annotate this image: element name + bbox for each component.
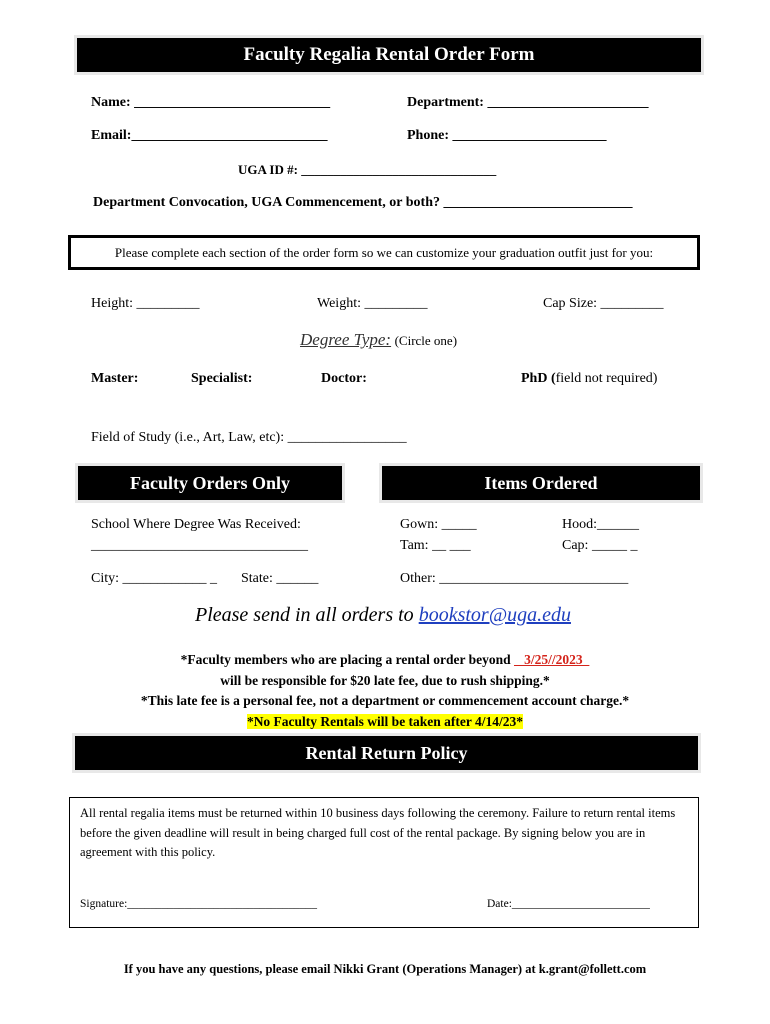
other-field[interactable]: Other: ___________________________ [400,571,629,586]
school-field[interactable]: _______________________________ [91,538,308,553]
phone-field[interactable]: Phone: ______________________ [407,128,607,143]
date-field[interactable]: Date:________________________ [487,898,650,910]
return-policy-box [69,797,699,928]
field-of-study[interactable]: Field of Study (i.e., Art, Law, etc): _________________ [91,430,407,445]
cap-size-field[interactable]: Cap Size: _________ [543,296,664,311]
faculty-orders-title: Faculty Orders Only [130,473,290,493]
signature-field[interactable]: Signature:_________________________________ [80,898,318,910]
late-fee-notice [60,650,710,732]
no-rentals-highlight: *No Faculty Rentals will be taken after 4/14/23* [246,713,524,729]
late-fee-text-1: *Faculty members who are placing a rental order beyond [180,652,514,667]
instructions-box [68,235,700,270]
degree-type-hint: (Circle one) [394,333,458,348]
department-field[interactable]: Department: _______________________ [407,95,649,110]
late-fee-line-4 [60,712,710,733]
cap-field[interactable]: Cap: _____ _ [562,538,638,553]
form-title-bar [77,38,701,72]
degree-option-phd[interactable] [521,371,657,387]
name-field[interactable]: Name: ____________________________ [91,95,331,110]
phd-note: field not required) [555,371,658,386]
items-ordered-title: Items Ordered [484,473,598,493]
deadline-date: 3/25//2023 [513,652,590,667]
return-policy-title: Rental Return Policy [305,743,468,763]
convocation-field[interactable]: Department Convocation, UGA Commencement, or both? ___________________________ [93,195,633,210]
orders-email-link[interactable]: bookstor@uga.edu [418,604,571,626]
weight-field[interactable]: Weight: _________ [317,296,428,311]
faculty-orders-bar [78,466,342,500]
degree-option-specialist[interactable]: Specialist: [191,371,253,386]
school-label: School Where Degree Was Received: [91,517,301,532]
form-title: Faculty Regalia Rental Order Form [243,44,535,65]
phd-label: PhD ( [521,371,556,386]
height-field[interactable]: Height: _________ [91,296,200,311]
contact-footer: If you have any questions, please email Nikki Grant (Operations Manager) at k.grant@follett.com [123,962,647,976]
return-policy-bar [75,736,698,770]
items-ordered-bar [382,466,700,500]
late-fee-line-3: *This late fee is a personal fee, not a department or commencement account charge.* [140,693,630,708]
late-fee-line-1 [60,650,710,671]
degree-type-heading [300,330,457,350]
degree-option-doctor[interactable]: Doctor: [321,371,367,386]
uga-id-field[interactable]: UGA ID #: ______________________________ [238,162,497,177]
gown-field[interactable]: Gown: _____ [400,517,477,532]
state-field[interactable]: State: ______ [241,571,319,586]
degree-option-master[interactable]: Master: [91,371,139,386]
return-policy-body: All rental regalia items must be returned within 10 business days following the ceremony. Failure to return rental items before the given deadline will result in being charged full cost of the rental package. By signing below you are in agreement with this policy. [80,806,676,859]
send-orders-text: Please send in all orders to [195,604,419,626]
hood-field[interactable]: Hood:______ [562,517,639,532]
late-fee-line-2: will be responsible for $20 late fee, due to rush shipping.* [220,672,550,688]
degree-type-title: Degree Type: [300,330,392,349]
city-field[interactable]: City: ____________ _ [91,571,218,586]
send-orders-line [195,604,571,627]
instructions-text: Please complete each section of the order form so we can customize your graduation outfit just for you: [114,245,654,260]
email-field[interactable]: Email:____________________________ [91,128,328,143]
tam-field[interactable]: Tam: __ ___ [400,538,471,553]
